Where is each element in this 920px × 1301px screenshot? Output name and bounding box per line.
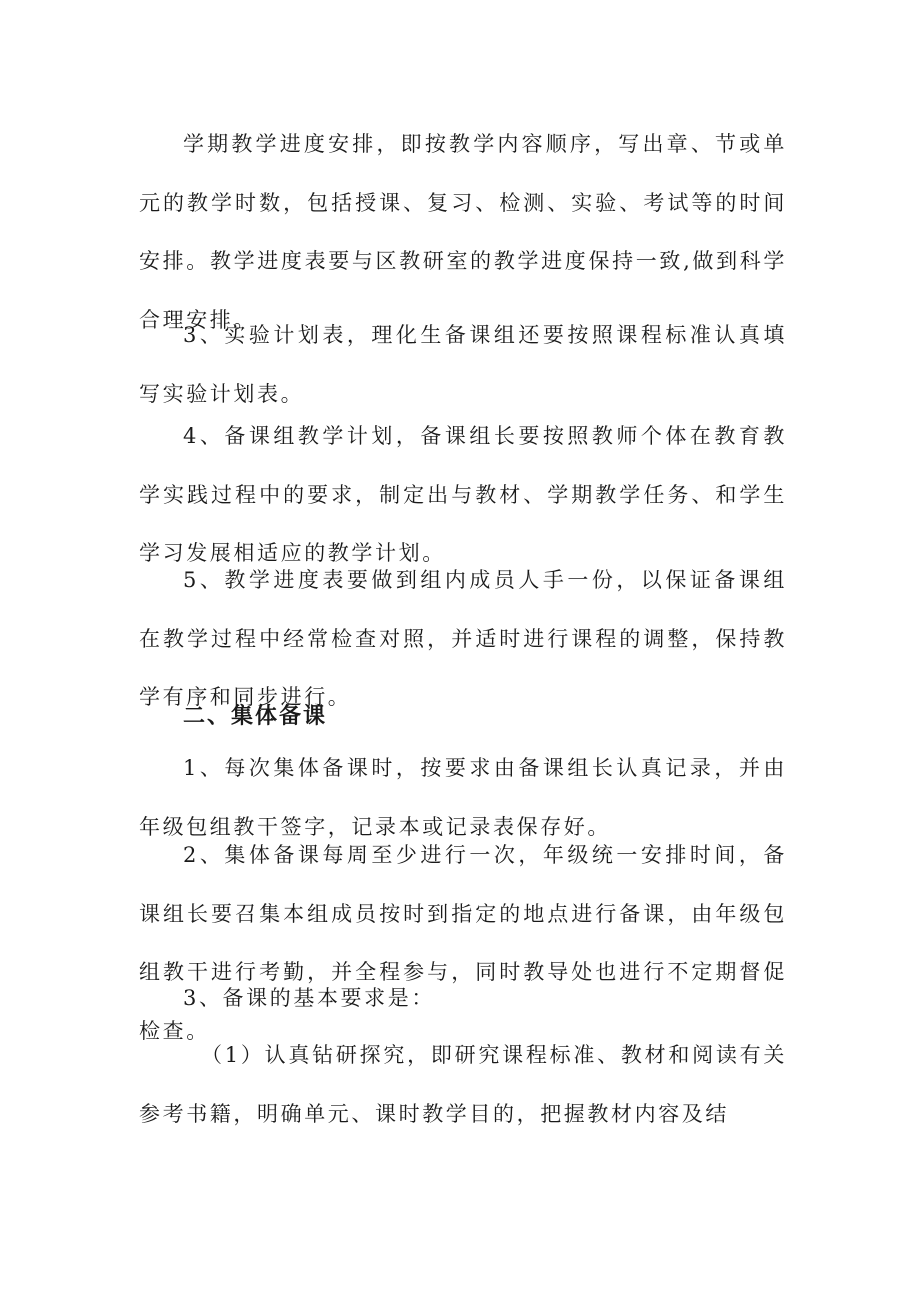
paragraph-teaching-schedule: 学期教学进度安排，即按教学内容顺序，写出章、节或单元的教学时数，包括授课、复习、检测、实验、考试等的时间安排。教学进度表要与区教研室的教学进度保持一致,做到科学合理安排。: [139, 132, 787, 332]
paragraph-group-teaching-plan: 4、备课组教学计划，备课组长要按照教师个体在教育教学实践过程中的要求，制定出与教材、学期教学任务、和学生学习发展相适应的教学计划。: [139, 424, 787, 565]
paragraph-record-requirement: 1、每次集体备课时，按要求由备课组长认真记录，并由年级包组教干签字，记录本或记录表保存好。: [139, 756, 787, 839]
paragraph-basic-requirements: 3、备课的基本要求是：: [183, 986, 435, 1010]
paragraph-requirement-item-1: （1）认真钻研探究，即研究课程标准、教材和阅读有关参考书籍，明确单元、课时教学目的，把握教材内容及结: [139, 1043, 787, 1126]
paragraph-experiment-plan: 3、实验计划表，理化生备课组还要按照课程标准认真填写实验计划表。: [139, 323, 787, 406]
paragraph-progress-table: 5、教学进度表要做到组内成员人手一份，以保证备课组在教学过程中经常检查对照，并适时进行课程的调整，保持教学有序和同步进行。: [139, 568, 787, 709]
paragraph-weekly-preparation: 2、集体备课每周至少进行一次，年级统一安排时间，备课组长要召集本组成员按时到指定的地点进行备课，由年级包组教干进行考勤，并全程参与，同时教导处也进行不定期督促检查。: [139, 843, 787, 1043]
section-heading-collective-preparation: 二、集体备课: [183, 704, 328, 729]
